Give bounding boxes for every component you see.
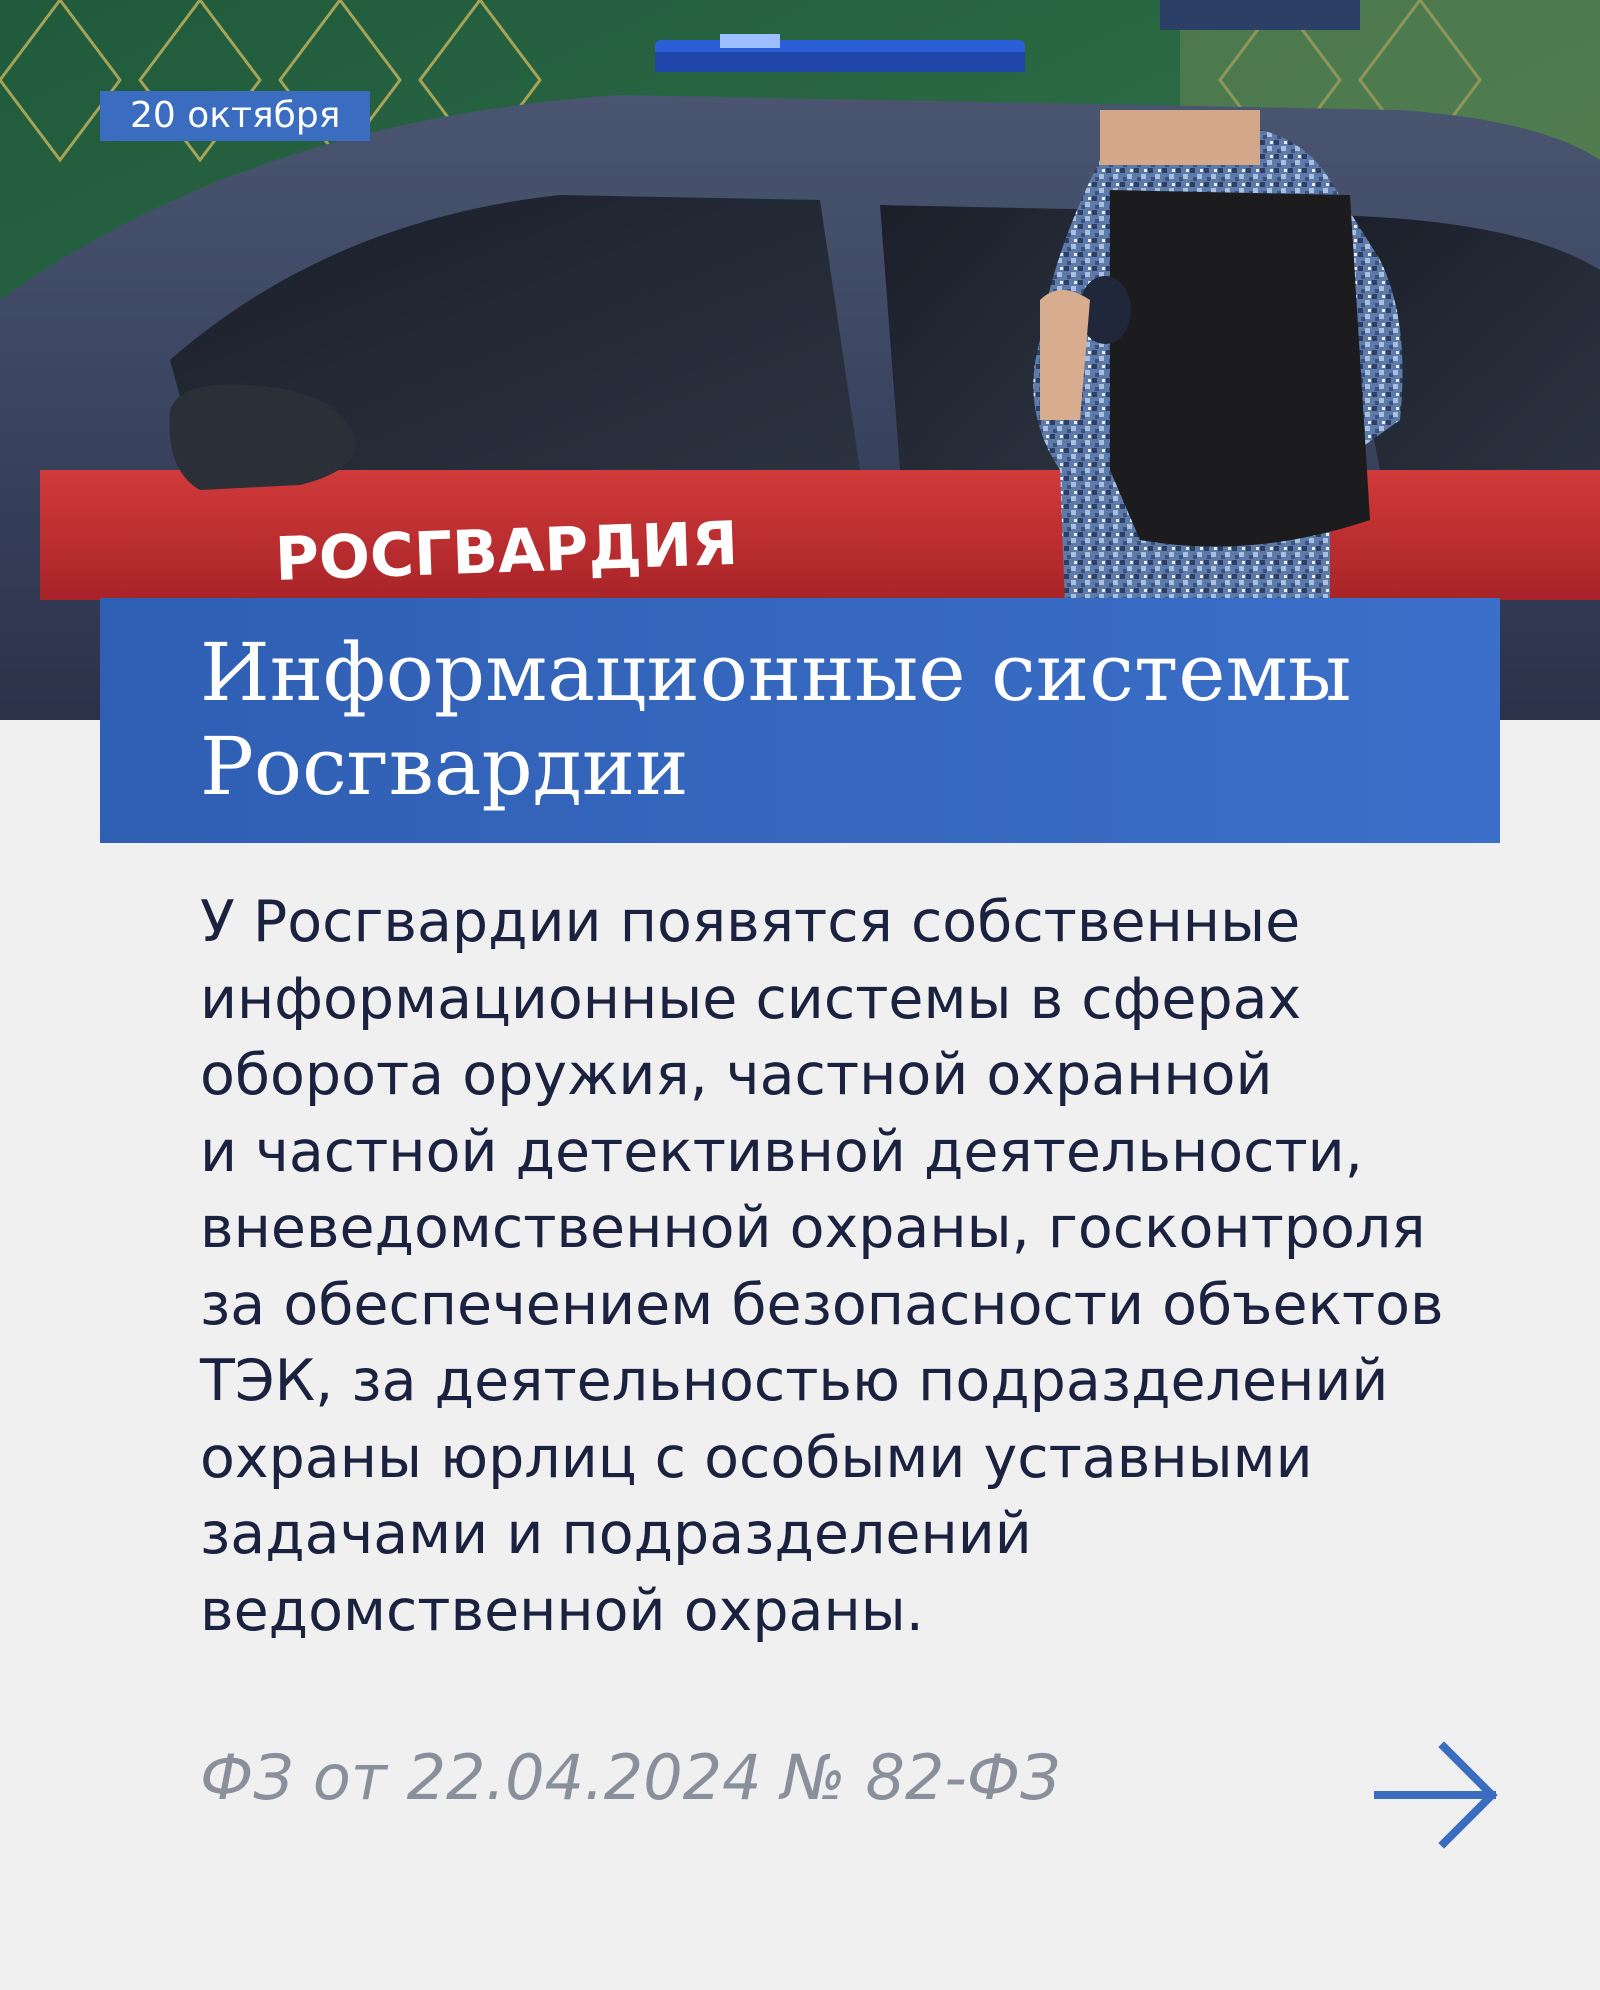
page-title-line-1: Информационные системы [200,626,1352,719]
date-badge: 20 октября [100,91,370,141]
body-line: оборота оружия, частной охранной [200,1042,1273,1108]
body-line: ведомственной охраны. [200,1577,924,1644]
next-slide-button[interactable] [1374,1740,1504,1850]
body-line: ТЭК, за деятельностью подразделений [200,1348,1389,1414]
body-line: У Росгвардии появятся собственные [200,889,1301,955]
page-title-line-2: Росгвардии [200,720,689,813]
body-line: за обеспечением безопасности объектов [200,1271,1444,1338]
body-line: задачами и подразделений [200,1501,1032,1567]
body-line: вневедомственной охраны, госконтроля [200,1195,1426,1261]
body-line: информационные системы в сферах [200,965,1302,1032]
body-line: и частной детективной деятельности, [200,1118,1363,1185]
law-reference: ФЗ от 22.04.2024 № 82-ФЗ [200,1741,1060,1814]
arrow-right-icon [1374,1740,1504,1850]
title-banner [100,598,1500,843]
article-body [200,884,1500,1649]
body-line: охраны юрлиц с особыми уставными [200,1424,1313,1491]
car-logo-text: РОСГВАРДИЯ [273,508,740,595]
